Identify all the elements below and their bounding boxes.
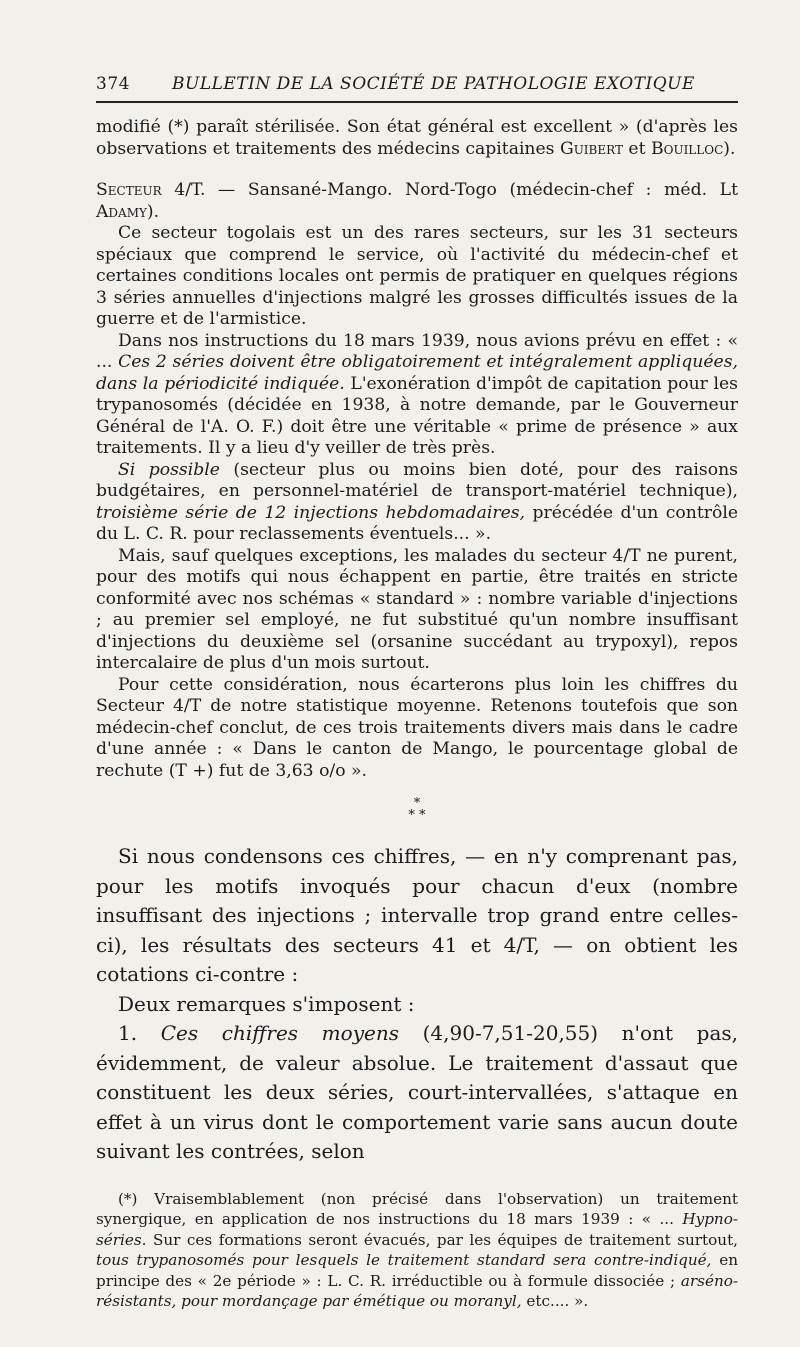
- page-number: 374: [96, 74, 130, 94]
- author-name-adamy: Adamy: [96, 201, 147, 222]
- running-header: [96, 74, 736, 94]
- section-separator-asterisks: * * *: [408, 796, 426, 823]
- header-rule: [96, 101, 738, 103]
- footnote: (*) Vraisemblablement (non précisé dans l'observation) un traitement synergique, en application de nos instructions du 18 mars 1939 : « ... Hypno-séries. Sur ces formations seront évacués, par les équipes de traitement surtout, tous trypanosomés pour lesquels le traitement standard sera contre-indiqué, en principe des « 2e période » : L. C. R. irréductible ou à formule dissociée ; arséno-résistants, pour mordançage par émétique ou moranyl, etc.... ».: [96, 1189, 738, 1310]
- author-name-bouilloc: Bouilloc: [650, 138, 724, 159]
- paragraph-7: Pour cette considération, nous écarterons plus loin les chiffres du Secteur 4/T de notre statistique moyenne. Retenons toutefois que son médecin-chef conclut, de ces trois traitements divers mais dans le cadre d'une année : « Dans le canton de Mango, le pourcentage global de rechute (T +) fut de 3,63 o/o ».: [96, 674, 738, 781]
- paragraph-1: modifié (*) paraît stérilisée. Son état général est excellent » (d'après les observations et traitements des médecins capitaines Guibert et Bouilloc).: [96, 117, 738, 159]
- section-heading-secteur: Secteur 4/T. — Sansané-Mango. Nord-Togo (médecin-chef : méd. Lt Adamy).: [96, 180, 738, 222]
- body-text: [96, 117, 738, 1312]
- paragraph-5: Si possible (secteur plus ou moins bien doté, pour des raisons budgétaires, en personnel-matériel de transport-matériel technique), troisième série de 12 injections hebdomadaires, précédée d'un contrôle du L. C. R. pour reclassements éventuels... ».: [96, 459, 738, 544]
- author-name-guibert: Guibert: [559, 138, 623, 159]
- paragraph-10: 1. Ces chiffres moyens (4,90-7,51-20,55) n'ont pas, évidemment, de valeur absolue. Le traitement d'assaut que constituent les deux séries, court-intervallées, s'attaque en effet à un virus dont le comportement varie sans aucun doute suivant les contrées, selon: [96, 1021, 738, 1163]
- paragraph-9: Deux remarques s'imposent :: [118, 991, 415, 1016]
- quoted-instruction: Ces 2 séries doivent être obligatoirement et intégralement appliquées, dans la périodicité indiquée.: [96, 352, 738, 394]
- paragraph-8: Si nous condensons ces chiffres, — en n'y comprenant pas, pour les motifs invoqués pour chacun d'eux (nombre insuffisant des injections ; intervalle trop grand entre celles-ci), les résultats des secteurs 41 et 4/T, — on obtient les cotations ci-contre :: [96, 844, 738, 986]
- paragraph-4: Dans nos instructions du 18 mars 1939, nous avions prévu en effet : « ... Ces 2 séries doivent être obligatoirement et intégralement appliquées, dans la périodicité indiquée. L'exonération d'impôt de capitation pour les trypanosomés (décidée en 1938, à notre demande, par le Gouverneur Général de l'A. O. F.) doit être une véritable « prime de présence » aux traitements. Il y a lieu d'y veiller de très près.: [96, 330, 738, 458]
- paragraph-3: Ce secteur togolais est un des rares secteurs, sur les 31 secteurs spéciaux que comprend le service, où l'activité du médecin-chef et certaines conditions locales ont permis de pratiquer en quelques régions 3 séries annuelles d'injections malgré les grosses difficultés issues de la guerre et de l'armistice.: [96, 223, 738, 329]
- paragraph-6: Mais, sauf quelques exceptions, les malades du secteur 4/T ne purent, pour des motifs qui nous échappent en partie, être traités en stricte conformité avec nos schémas « standard » : nombre variable d'injections ; au premier sel employé, ne fut substitué qu'un nombre insuffisant d'injections du deuxième sel (orsanine succédant au trypoxyl), repos intercalaire de plus d'un mois surtout.: [96, 545, 738, 673]
- journal-title: BULLETIN DE LA SOCIÉTÉ DE PATHOLOGIE EXOTIQUE: [172, 74, 695, 94]
